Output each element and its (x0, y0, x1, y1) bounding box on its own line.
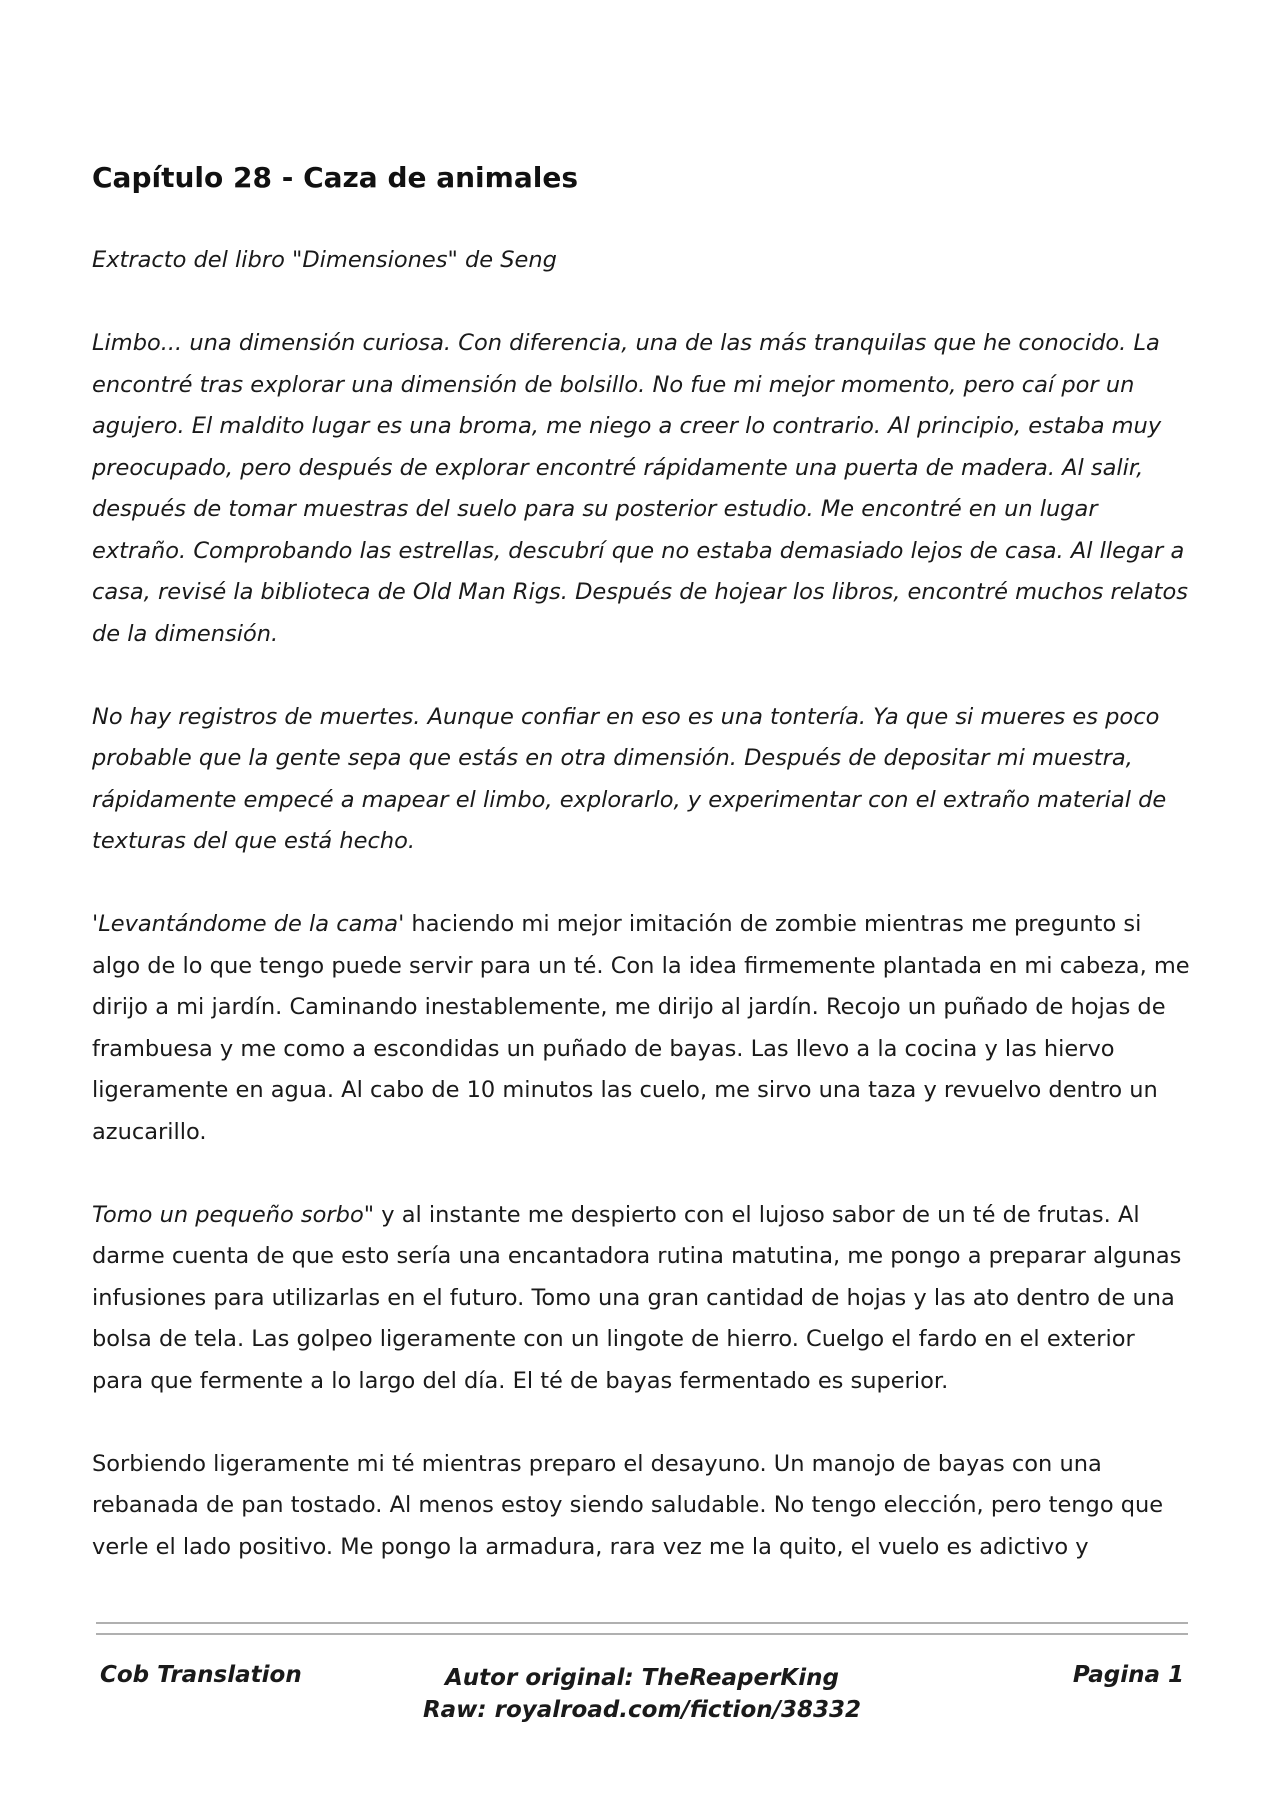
footer-credits (96, 1662, 1188, 1726)
chapter-title: Capítulo 28 - Caza de animales (92, 161, 578, 194)
footer-divider-top (96, 1622, 1188, 1624)
paragraph-1: Limbo... una dimensión curiosa. Con diferencia, una de las más tranquilas que he conocido. La encontré tras explorar una dimensión de bolsillo. No fue mi mejor momento, pero caí por un agujero. El maldito lugar es una broma, me niego a creer lo contrario. Al principio, estaba muy preocupado, pero después de explorar encontré rápidamente una puerta de madera. Al salir, después de tomar muestras del suelo para su posterior estudio. Me encontré en un lugar extraño. Comprobando las estrellas, descubrí que no estaba demasiado lejos de casa. Al llegar a casa, revisé la biblioteca de Old Man Rigs. Después de hojear los libros, encontré muchos relatos de la dimensión. (92, 330, 1188, 647)
footer-translator: Cob Translation (100, 1662, 302, 1688)
footer-raw-source: Raw: royalroad.com/fiction/38332 (422, 1697, 862, 1723)
paragraph-4-text: " y al instante me despierto con el lujoso sabor de un té de frutas. Al darme cuenta de que esto sería una encantadora rutina matutina, me pongo a preparar algunas infusiones para utilizarlas en el futuro. Tomo una gran cantidad de hojas y las ato dentro de una bolsa de tela. Las golpeo ligeramente con un lingote de hierro. Cuelgo el fardo en el exterior para que fermente a lo largo del día. El té de bayas fermentado es superior. (92, 1201, 1182, 1394)
footer-page-number: Pagina 1 (1072, 1662, 1184, 1688)
paragraph-4 (92, 1195, 1192, 1403)
paragraph-5: Sorbiendo ligeramente mi té mientras preparo el desayuno. Un manojo de bayas con una rebanada de pan tostado. Al menos estoy siendo saludable. No tengo elección, pero tengo que verle el lado positivo. Me pongo la armadura, rara vez me la quito, el vuelo es adictivo y (92, 1450, 1164, 1560)
page-content (92, 158, 1192, 1568)
paragraph-4-italic-phrase: Tomo un pequeño sorbo (92, 1201, 364, 1228)
paragraph-3-italic-phrase: Levantándome de la cama (98, 911, 399, 937)
page-footer (96, 1662, 1188, 1742)
footer-original-author: Autor original: TheReaperKing (445, 1665, 839, 1691)
paragraph-2: No hay registros de muertes. Aunque confiar en eso es una tontería. Ya que si mueres es poco probable que la gente sepa que estás en otra dimensión. Después de depositar mi muestra, rápidamente empecé a mapear el limbo, explorarlo, y experimentar con el extraño material de texturas del que está hecho. (92, 703, 1167, 854)
paragraph-3-text: haciendo mi mejor imitación de zombie mientras me pregunto si algo de lo que tengo puede servir para un té. Con la idea firmemente plantada en mi cabeza, me dirijo a mi jardín. Caminando inestablemente, me dirijo al jardín. Recojo un puñado de hojas de frambuesa y me como a escondidas un puñado de bayas. Las llevo a la cocina y las hiervo ligeramente en agua. Al cabo de 10 minutos las cuelo, me sirvo una taza y revuelvo dentro un azucarillo. (92, 911, 1190, 1145)
excerpt-line: Extracto del libro "Dimensiones" de Seng (92, 247, 557, 273)
paragraph-3: 'Levantándome de la cama' haciendo mi mejor imitación de zombie mientras me pregunto si algo de lo que tengo puede servir para un té. Con la idea firmemente plantada en mi cabeza, me dirijo a mi jardín. Caminando inestablemente, me dirijo al jardín. Recojo un puñado de hojas de frambuesa y me como a escondidas un puñado de bayas. Las llevo a la cocina y las hiervo ligeramente en agua. Al cabo de 10 minutos las cuelo, me sirvo una taza y revuelvo dentro un azucarillo. (92, 911, 1190, 1145)
footer-divider-bottom (96, 1633, 1188, 1635)
